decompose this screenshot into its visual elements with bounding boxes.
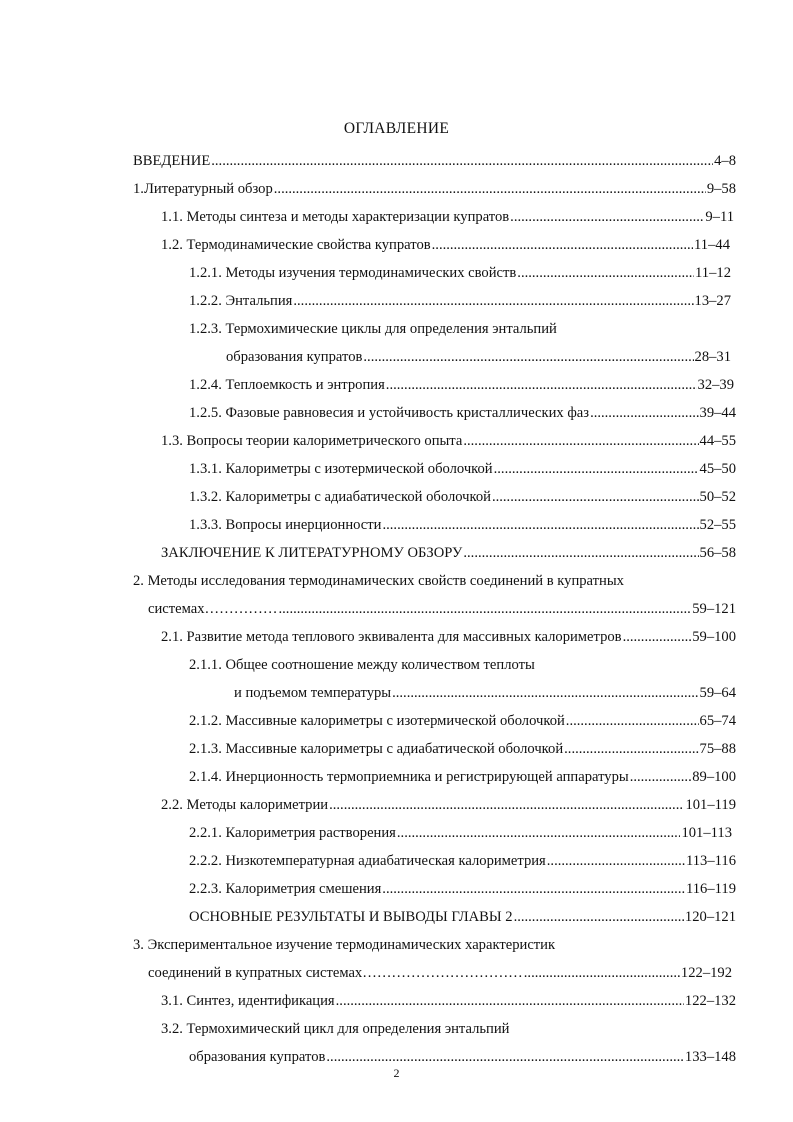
toc-entry-pages: 120–121 [684,909,736,925]
toc-entry-label: 2.1.1. Общее соотношение между количеством теплоты [189,657,535,673]
toc-title: ОГЛАВЛЕНИЕ [343,120,450,137]
toc-entry[interactable] [161,202,734,226]
toc-entry-pages: 39–44 [699,405,736,421]
toc-entry-continuation[interactable] [148,594,736,618]
toc-entry-pages: 122–192 [680,965,732,981]
toc-entry-pages: 59–64 [699,685,736,701]
toc-entry-pages: 32–39 [697,377,734,393]
toc-entry[interactable] [161,538,736,562]
toc-entry[interactable] [189,762,736,786]
toc-entry-pages: 101–119 [685,797,736,813]
toc-entry-label: 3. Экспериментальное изучение термодинамических характеристик [133,937,556,953]
toc-entry-label: 1.3.1. Калориметры с изотермической оболочкой [189,461,493,477]
toc-entry-label: 3.2. Термохимический цикл для определения энтальпий [161,1021,510,1037]
toc-entry-continuation[interactable] [234,678,736,702]
toc-entry-label: 2. Методы исследования термодинамических свойств соединений в купратных [133,573,624,589]
toc-entry-label: 1.1. Методы синтеза и методы характеризации купратов [161,209,510,225]
toc-entry-label: 1.Литературный обзор [133,181,273,197]
toc-entry[interactable] [189,902,736,926]
toc-entry-pages: 122–132 [684,993,736,1009]
toc-entry[interactable] [189,286,731,310]
toc-entry-pages: 44–55 [699,433,736,449]
toc-entry[interactable] [161,426,736,450]
toc-entry-label: 1.2.2. Энтальпия [189,293,293,309]
toc-entry-label: ОСНОВНЫЕ РЕЗУЛЬТАТЫ И ВЫВОДЫ ГЛАВЫ 2 [189,909,513,925]
toc-entry-label: 1.2.4. Теплоемкость и энтропия [189,377,385,393]
toc-entry[interactable] [161,986,736,1010]
toc-entry-label: 2.1.4. Инерционность термоприемника и регистрирующей аппаратуры [189,769,629,785]
toc-entry[interactable] [161,1014,736,1038]
toc-entry-label: 1.2.1. Методы изучения термодинамических свойств [189,265,517,281]
toc-entry-pages: 45–50 [699,461,736,477]
toc-entry-label: и подъемом температуры [234,685,392,701]
toc-entry[interactable] [161,230,730,254]
toc-entry[interactable] [189,734,736,758]
toc-entry-pages: 116–119 [686,881,736,897]
toc-entry[interactable] [189,706,736,730]
toc-entry-label: образования купратов [226,349,363,365]
toc-entry[interactable] [189,874,736,898]
toc-entry-pages: 9–11 [705,209,734,225]
toc-entry[interactable] [189,510,736,534]
toc-entry-label: 2.2.2. Низкотемпературная адиабатическая калориметрия [189,853,546,869]
toc-entry-continuation[interactable] [148,958,732,982]
toc-entry-pages: 65–74 [699,713,736,729]
toc-entry-label: ВВЕДЕНИЕ [133,153,211,169]
toc-entry-pages: 133–148 [684,1049,736,1065]
toc-entry-pages: 9–58 [706,181,736,197]
toc-entry-pages: 59–100 [692,629,736,645]
toc-entry-label: 3.1. Синтез, идентификация [161,993,335,1009]
toc-entry[interactable] [189,398,736,422]
toc-entry-continuation[interactable] [189,1042,736,1066]
toc-entry[interactable] [189,454,736,478]
toc-entry-label: 1.2. Термодинамические свойства купратов [161,237,431,253]
toc-entry-label: 1.3. Вопросы теории калориметрического опыта [161,433,463,449]
toc-entry-label: 2.1.3. Массивные калориметры с адиабатической оболочкой [189,741,564,757]
toc-entry[interactable] [189,650,736,674]
toc-entry[interactable] [133,146,736,170]
toc-entry-pages: 52–55 [699,517,736,533]
page-number: 2 [393,1066,400,1080]
toc-entry[interactable] [133,930,736,954]
toc-entry[interactable] [133,174,736,198]
toc-entry[interactable] [189,258,731,282]
toc-entry[interactable] [133,566,736,590]
toc-entry-pages: 11–12 [695,265,731,281]
toc-entry-label: 2.2. Методы калориметрии [161,797,329,813]
toc-entry-pages: 13–27 [694,293,731,309]
toc-entry-label: соединений в купратных системах…………………………… [148,965,523,981]
toc-entry[interactable] [189,314,731,338]
toc-entry-label: 2.1.2. Массивные калориметры с изотермической оболочкой [189,713,565,729]
toc-entry-pages: 56–58 [699,545,736,561]
toc-entry-continuation[interactable] [226,342,731,366]
toc-entry[interactable] [161,622,736,646]
toc-entry[interactable] [189,482,736,506]
toc-entry-pages: 113–116 [686,853,736,869]
toc-entry-label: 2.2.1. Калориметрия растворения [189,825,396,841]
toc-entry-label: 1.2.5. Фазовые равновесия и устойчивость кристаллических фаз [189,405,590,421]
toc-entry[interactable] [161,790,736,814]
toc-entry[interactable] [189,370,734,394]
toc-entry-pages: 4–8 [714,153,736,169]
toc-entry-label: 1.3.3. Вопросы инерционности [189,517,382,533]
toc-entry-label: образования купратов [189,1049,326,1065]
toc-entry-label: ЗАКЛЮЧЕНИЕ К ЛИТЕРАТУРНОМУ ОБЗОРУ [161,545,463,561]
toc-entry-pages: 59–121 [692,601,736,617]
toc-entry[interactable] [189,846,736,870]
toc-entry-pages: 28–31 [694,349,731,365]
toc-entry-pages: 101–113 [681,825,732,841]
toc-entry-label: 2.1. Развитие метода теплового эквивалента для массивных калориметров [161,629,622,645]
toc-entry-pages: 50–52 [699,489,736,505]
toc-entry-pages: 75–88 [699,741,736,757]
toc-entry-label: 2.2.3. Калориметрия смешения [189,881,382,897]
toc-entry-pages: 11–44 [694,237,730,253]
toc-entry-label: 1.3.2. Калориметры с адиабатической оболочкой [189,489,491,505]
toc-entry-label: 1.2.3. Термохимические циклы для определения энтальпий [189,321,557,337]
toc-entry-label: системах…………… [148,601,278,617]
toc-entry[interactable] [189,818,732,842]
toc-entry-pages: 89–100 [692,769,736,785]
